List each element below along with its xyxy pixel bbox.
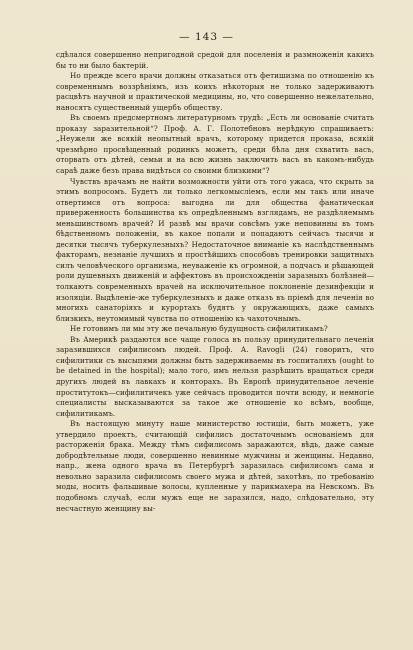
page-number: — 143 — <box>179 31 234 43</box>
paragraph: сдѣлался совершенно непригодной средой для поселенія и размноженія какихъ бы то ни было бактерій. <box>56 50 374 70</box>
paragraph: Въ Америкѣ раздаются все чаще голоса въ пользу принудительнаго леченія заразившихся сифилисомъ людей. Проф. А. Ravogli (24) говоритъ, что сифилитики съ высыпями должны быть задерживаемы въ госпиталяхъ (ought to be detained in the hospital); мало того, имъ нельзя разрѣшить вращаться среди другихъ людей въ лавкахъ и конторахъ. Въ Европѣ принудительное леченіе проститутокъ—сифилитичекъ уже сейчасъ проводится почти всюду, и немногіе специалисты высказываются за такое же отношеніе ко всѣмъ, вообще, сифилитикамъ. <box>56 334 374 418</box>
paragraph: Въ настоящую минуту наше министерство юстиціи, быть можетъ, уже утвердило проектъ, считающій сифилисъ достаточнымъ основаніемъ для расторженія брака. Между тѣмъ сифилисомъ заражаются, вѣдь, даже самые добродѣтельные люди, совершенно невинные мужчины и женщины. Недавно, напр., жена одного врача въ Петербургѣ заразилась сифилисомъ сама и невольно заразила сифилисомъ своего мужа и дѣтей, захотѣвъ, по требованію моды, носить фальшивые волосы, купленные у парикмахера на Невскомъ. Въ подобномъ случаѣ, если мужъ еще не заразился, надо, слѣдовательно, эту несчастную женщину вы- <box>56 419 374 513</box>
paragraph: Чувствъ врачамъ не найти возможности уйти отъ того ужаса, что скрыть за этимъ вопросомъ. Будетъ ли только легкомысліемъ, если мы такъ или иначе отвертимся отъ вопроса: выгодна ли для общества фанатическая приверженность большинства къ опредѣленнымъ взглядамъ, не раздѣляемымъ меньшинствомъ врачей? И развѣ мы врачи совсѣмъ уже неповинны въ томъ бѣдственномъ положеніи, въ какое попали и попадаютъ сейчасъ тысячи и десятки тысячъ туберкулезныхъ? Недостаточное вниманіе къ наслѣдственнымъ факторамъ, незнаніе лучшихъ и простѣйшихъ способовъ тренировки защитныхъ силъ человѣческого организма, неуваженіе къ огромной, а подчасъ и рѣшающей роли душевныхъ движеній и аффектовъ въ происхожденіи заразныхъ болѣзней—толкаютъ современныхъ врачей на исключительное поклоненіе дезинфекціи и изоляціи. Выдѣленіе-же туберкулезныхъ и даже отказъ въ пріемѣ для леченія во многихъ санаторіяхъ и курортахъ будятъ у окружающихъ, даже самыхъ близкихъ, неутомимый чувства по отношенію къ чахоточнымъ. <box>56 176 374 323</box>
paragraph: Въ своемъ предсмертномъ литературномъ трудѣ: „Есть ли основаніе считать проказу заразительной“? Проф. А. Г. Полотебновъ нерѣдкую спрашиваетъ: „Неужели же всякій неопытный врачъ, которому придется проказа, всякій чрезмѣрно просвѣщенный родинкъ можетъ, среди бѣла дня схватить васъ, оторвать отъ дѣтей, семьи и на всю жизнь заключить васъ въ какомъ-нибудь сараѣ даже безъ права видѣться со своими близкими“? <box>56 113 374 176</box>
paragraph: Не готовимъ ли мы эту же печальную будущность сифилитикамъ? <box>70 324 328 334</box>
body-text <box>56 50 374 514</box>
paragraph: Но прежде всего врачи должны отказаться отъ фетишизма по отношенію къ современнымъ воззрѣніямъ, изъ коихъ нѣкоторыя не только задерживаютъ расцвѣтъ научной и практической медицины, но, что совершенно нежелательно, наносятъ существенный ущербъ обществу. <box>56 71 374 112</box>
